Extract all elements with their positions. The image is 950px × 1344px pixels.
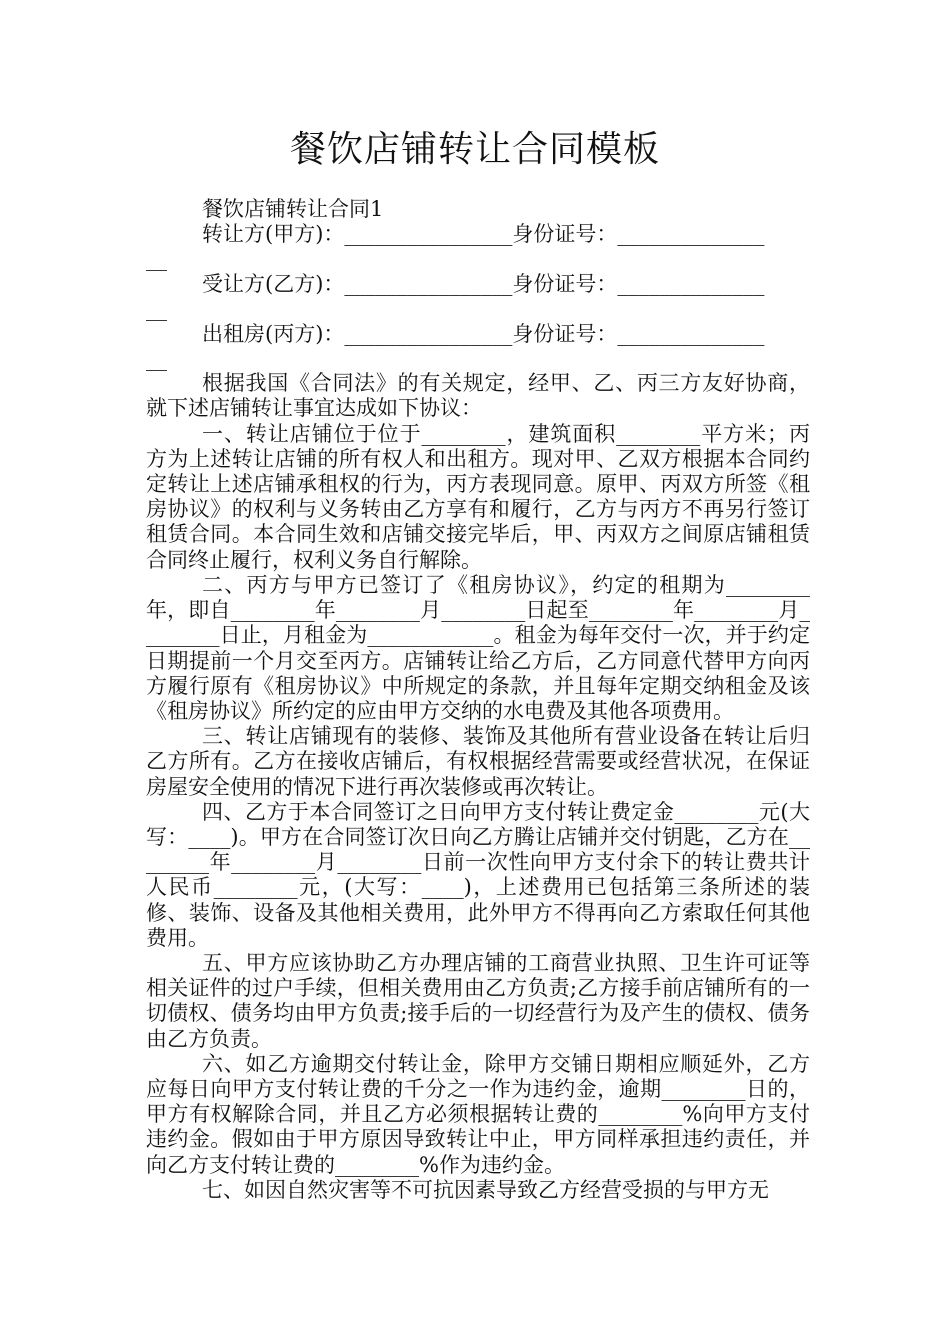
party-c-line: 出租房(丙方)：________________身份证号：______________ <box>202 321 765 346</box>
clause-7: 七、如因自然灾害等不可抗因素导致乙方经营受损的与甲方无 <box>202 1177 769 1202</box>
contract-subtitle: 餐饮店铺转让合同1 <box>202 197 384 221</box>
paragraph-intro: 根据我国《合同法》的有关规定，经甲、乙、丙三方友好协商，就下述店铺转让事宜达成如下协议： <box>146 371 810 421</box>
party-a-line-tail: __ <box>146 247 167 272</box>
party-c-line-tail: __ <box>146 346 167 371</box>
party-b-line: 受让方(乙方)：________________身份证号：______________ <box>202 271 765 296</box>
party-a-line: 转让方(甲方)：________________身份证号：______________ <box>202 222 765 247</box>
document-body <box>146 197 810 1203</box>
clause-4: 四、乙方于本合同签订之日向甲方支付转让费定金________元(大写：____)。甲方在合同签订次日向乙方腾让店铺并交付钥匙，乙方在________年________月________日前一次性向甲方支付余下的转让费共计人民币________元，(大写：____)，上述费用已包括第三条所述的装修、装饰、设备及其他相关费用，此外甲方不得再向乙方索取任何其他费用。 <box>146 799 810 950</box>
clause-3: 三、转让店铺现有的装修、装饰及其他所有营业设备在转让后归乙方所有。乙方在接收店铺后，有权根据经营需要或经营状况，在保证房屋安全使用的情况下进行再次装修或再次转让。 <box>146 724 810 799</box>
clause-6: 六、如乙方逾期交付转让金，除甲方交铺日期相应顺延外，乙方应每日向甲方支付转让费的千分之一作为违约金，逾期________日的，甲方有权解除合同，并且乙方必须根据转让费的________%向甲方支付违约金。假如由于甲方原因导致转让中止，甲方同样承担违约责任，并向乙方支付转让费的________%作为违约金。 <box>146 1051 810 1177</box>
clause-5: 五、甲方应该协助乙方办理店铺的工商营业执照、卫生许可证等相关证件的过户手续，但相关费用由乙方负责;乙方接手前店铺所有的一切债权、债务均由甲方负责;接手后的一切经营行为及产生的债权、债务由乙方负责。 <box>146 950 810 1051</box>
document-title: 餐饮店铺转让合同模板 <box>289 129 660 170</box>
clause-2: 二、丙方与甲方已签订了《租房协议》，约定的租期为________年，即自________年________月________日起至________年________月________日止，月租金为____________。租金为每年交付一次，并于约定日期提前一个月交至丙方。店铺转让给乙方后，乙方同意代替甲方向丙方履行原有《租房协议》中所规定的条款，并且每年定期交纳租金及该《租房协议》所约定的应由甲方交纳的水电费及其他各项费用。 <box>146 572 810 723</box>
party-b-line-tail: __ <box>146 297 167 322</box>
clause-1: 一、转让店铺位于位于________，建筑面积________平方米；丙方为上述转让店铺的所有权人和出租方。现对甲、乙双方根据本合同约定转让上述店铺承租权的行为，丙方表现同意。原甲、丙双方所签《租房协议》的权利与义务转由乙方享有和履行，乙方与丙方不再另行签订租赁合同。本合同生效和店铺交接完毕后，甲、丙双方之间原店铺租赁合同终止履行，权利义务自行解除。 <box>146 421 810 572</box>
